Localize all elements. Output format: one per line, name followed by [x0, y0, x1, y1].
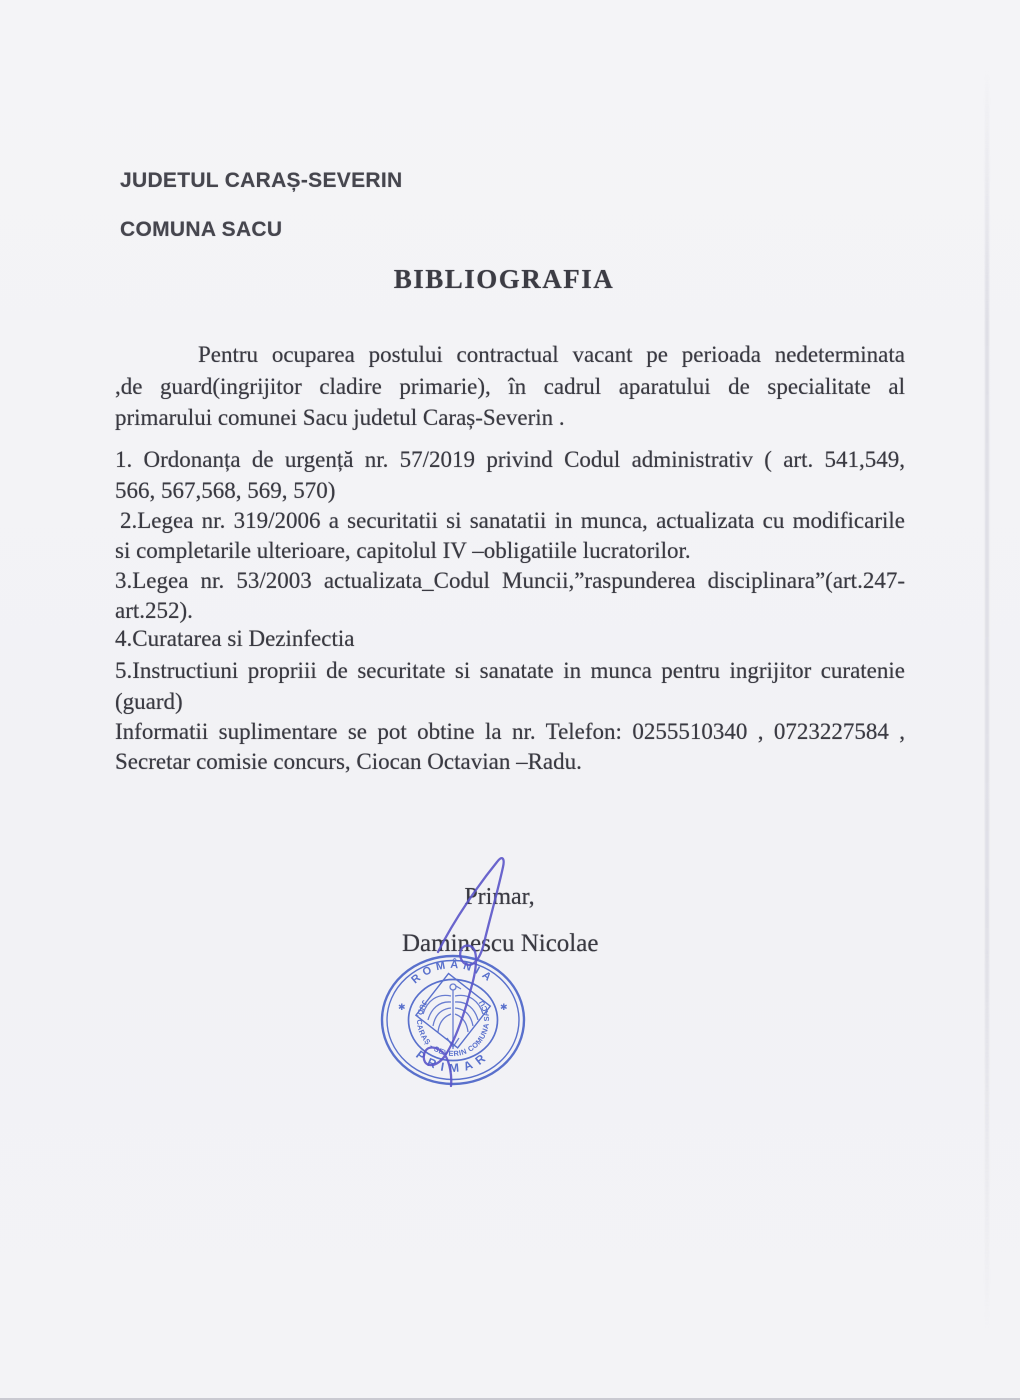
item-3-line-1: 3.Legea nr. 53/2003 actualizata_Codul Muncii,”raspunderea disciplinara”(art.247-: [115, 568, 905, 593]
header-commune: COMUNA SACU: [120, 218, 283, 241]
item-2-line-1: 2.Legea nr. 319/2006 a securitatii si sanatatii in munca, actualizata cu modificarile: [120, 508, 905, 533]
scan-crease-line: [985, 70, 989, 1330]
signer-role: Primar,: [464, 884, 535, 910]
item-5-line-2: (guard): [115, 689, 183, 714]
stamp-office-text: PRIMAR: [413, 1047, 493, 1076]
intro-line-2: ,de guard(ingrijitor cladire primarie), în cadrul aparatului de specialitate al: [115, 374, 905, 399]
item-4-line-1: 4.Curatarea si Dezinfectia: [115, 626, 355, 651]
item-5-line-1: 5.Instructiuni propriii de securitate si sanatate in munca pentru ingrijitor curatenie: [115, 658, 905, 683]
intro-line-1: Pentru ocuparea postului contractual vacant pe perioada nedeterminata: [198, 342, 905, 367]
item-1-line-2: 566, 567,568, 569, 570): [115, 478, 336, 503]
page-title: BIBLIOGRAFIA: [393, 264, 615, 294]
item-1-line-1: 1. Ordonanța de urgență nr. 57/2019 privind Codul administrativ ( art. 541,549,: [115, 447, 905, 472]
handwritten-signature: [398, 848, 538, 1098]
item-3-line-2: art.252).: [115, 598, 193, 623]
info-line-2: Secretar comisie concurs, Ciocan Octavian –Radu.: [115, 749, 582, 774]
intro-line-3: primarului comunei Sacu judetul Caraș-Severin .: [115, 405, 565, 430]
stamp-country-text: ROMÂNIA: [409, 958, 497, 987]
signer-name: Daminescu Nicolae: [402, 930, 599, 957]
stamp-star-left-icon: ✱: [398, 1002, 406, 1012]
stamp-ring-text: JUD. CARAȘ - SEVERIN COMUNA SACU: [414, 998, 492, 1059]
stamp-star-right-icon: ✱: [500, 1002, 508, 1012]
info-line-1: Informatii suplimentare se pot obtine la nr. Telefon: 0255510340 , 0723227584 ,: [115, 719, 905, 744]
item-2-line-2: si completarile ulterioare, capitolul IV –obligatiile lucratorilor.: [115, 538, 691, 563]
header-county: JUDETUL CARAȘ-SEVERIN: [120, 169, 403, 192]
